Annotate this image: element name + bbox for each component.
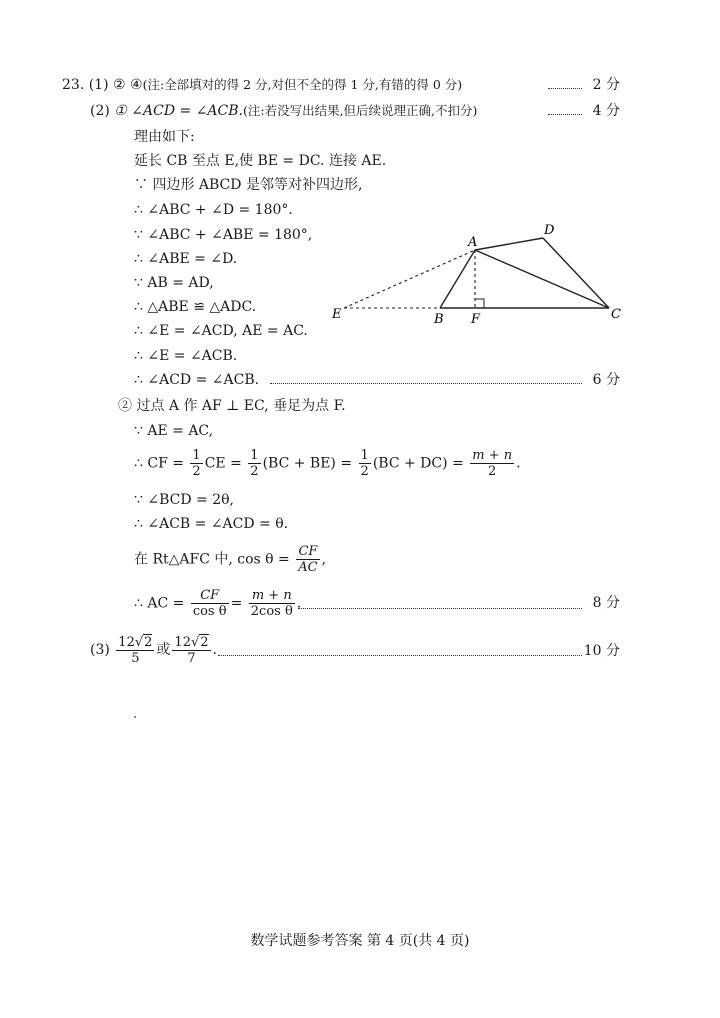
numerator: 1	[192, 448, 201, 463]
part1-line	[62, 75, 462, 95]
fraction-cf-cos	[191, 588, 229, 619]
segment-ea	[344, 250, 475, 308]
segment-ac	[475, 250, 609, 308]
fraction-cf-ac	[296, 544, 319, 575]
denominator: 2cos θ	[250, 604, 293, 619]
proof-step: ∴ ∠ABC + ∠D = 180°.	[134, 202, 293, 218]
fraction-mn	[470, 448, 514, 479]
part3-line: (3) $\frac{12√2}{5}$ 或 $\frac{12√2}{7}$ .	[90, 634, 217, 666]
segment-ad	[475, 238, 543, 250]
or-word: 或	[156, 642, 171, 658]
ac-prefix: ∴ AC =	[134, 595, 185, 612]
sqrt-icon: √	[190, 634, 200, 650]
part3-label: (3)	[90, 642, 110, 658]
ac-equation: ∴ AC = $\frac{CF}{\text{cos θ}}$ = $\frac{m + n}{\text{2cos θ}}$ .	[134, 588, 302, 619]
label-c: C	[611, 307, 621, 322]
leader-dots	[548, 114, 582, 115]
leader-dots	[548, 88, 582, 89]
coefficient: 12	[118, 634, 135, 650]
geometry-figure	[328, 218, 628, 328]
score-2: 2 分	[592, 77, 620, 93]
score-4: 4 分	[592, 103, 620, 119]
reason-title: 理由如下:	[134, 129, 195, 145]
cos-equation: 在 Rt△AFC 中, cos θ = $\frac{CF}{AC}$ ,	[134, 544, 327, 575]
denominator: AC	[298, 560, 318, 575]
numerator: CF	[296, 544, 319, 560]
part1-label: 23. (1)	[62, 77, 109, 93]
cf-sum1: (BC + BE) =	[262, 455, 353, 472]
score-10: 10 分	[583, 643, 620, 659]
part1-note: (注:全部填对的得 2 分,对但不全的得 1 分,有错的得 0 分)	[142, 77, 463, 92]
score-8: 8 分	[592, 595, 620, 611]
radicand: 2	[144, 634, 153, 650]
denominator: 2	[192, 464, 201, 479]
denominator: 2	[360, 464, 369, 479]
speck	[134, 716, 136, 718]
leader-dots	[218, 655, 582, 656]
proof-step: ∴ ∠ACD = ∠ACB.	[134, 372, 260, 388]
proof-step: ∵ 四边形 ABCD 是邻等对补四边形,	[134, 177, 363, 193]
fraction-answer-1	[116, 635, 154, 666]
proof-step: ∴ ∠E = ∠ACD, AE = AC.	[134, 323, 308, 339]
rt-prefix: 在 Rt△AFC 中, cos θ =	[134, 551, 290, 568]
proof-step: ∵ ∠ABC + ∠ABE = 180°,	[134, 227, 313, 243]
cf-equation: ∴ CF = $\frac{1}{2}$ CE = $\frac{1}{2}$ (BC + BE) = $\frac{1}{2}$ (BC + DC) = $\frac{m + n}{2}$ .	[134, 448, 521, 479]
numerator	[172, 635, 210, 651]
cf-prefix: ∴ CF =	[134, 455, 184, 472]
proof-step: ∴ ∠ABE = ∠D.	[134, 251, 238, 267]
segment-ab	[440, 250, 475, 308]
numerator	[116, 635, 154, 651]
denominator: 2	[487, 464, 497, 479]
proof-step: ∵ AB = AD,	[134, 275, 214, 291]
leader-dots	[270, 383, 582, 384]
part2-answer: ① ∠ACD = ∠ACB.	[114, 103, 243, 119]
fraction-half	[190, 448, 202, 479]
sub2-step1: ∵ AE = AC,	[134, 423, 214, 439]
fraction-half	[359, 448, 371, 479]
denominator: cos θ	[192, 604, 227, 619]
cf-sum2: (BC + DC) =	[372, 455, 464, 472]
coefficient: 12	[174, 634, 191, 650]
page-footer: 数学试题参考答案 第 4 页(共 4 页)	[250, 933, 470, 949]
denominator: 2	[250, 464, 259, 479]
sqrt-icon: √	[134, 634, 144, 650]
leader-dots	[298, 608, 582, 609]
label-b: B	[434, 312, 444, 327]
fraction-half	[248, 448, 260, 479]
denominator: 5	[131, 650, 140, 666]
bcd-step: ∵ ∠BCD = 2θ,	[134, 492, 234, 508]
denominator: 7	[187, 650, 196, 666]
segment-dc	[543, 238, 609, 308]
label-f: F	[471, 312, 481, 327]
fraction-mn-cos	[249, 588, 295, 619]
sub2-intro: ② 过点 A 作 AF ⊥ EC, 垂足为点 F.	[118, 398, 346, 414]
part2-note: (注:若没写出结果,但后续说理正确,不扣分)	[243, 103, 478, 118]
proof-step: ∴ △ABE ≌ △ADC.	[134, 299, 257, 315]
acb-step: ∴ ∠ACB = ∠ACD = θ.	[134, 516, 289, 532]
radicand: 2	[200, 634, 209, 650]
numerator: m + n	[472, 448, 513, 463]
label-e: E	[332, 307, 342, 322]
part1-answer: ② ④	[113, 77, 143, 93]
numerator: 1	[250, 448, 259, 463]
cf-ce: CE =	[204, 455, 242, 472]
numerator: m + n	[249, 588, 295, 604]
part2-label: (2)	[90, 103, 110, 119]
right-angle-mark	[475, 299, 484, 308]
label-d: D	[544, 223, 555, 238]
construct-step: 延长 CB 至点 E,使 BE = DC. 连接 AE.	[134, 153, 387, 169]
score-6: 6 分	[592, 372, 620, 388]
numerator: CF	[191, 588, 229, 604]
fraction-answer-2	[172, 635, 210, 666]
numerator: 1	[360, 448, 369, 463]
part2-line	[90, 101, 477, 121]
label-a: A	[468, 235, 478, 250]
proof-step: ∴ ∠E = ∠ACB.	[134, 348, 238, 364]
